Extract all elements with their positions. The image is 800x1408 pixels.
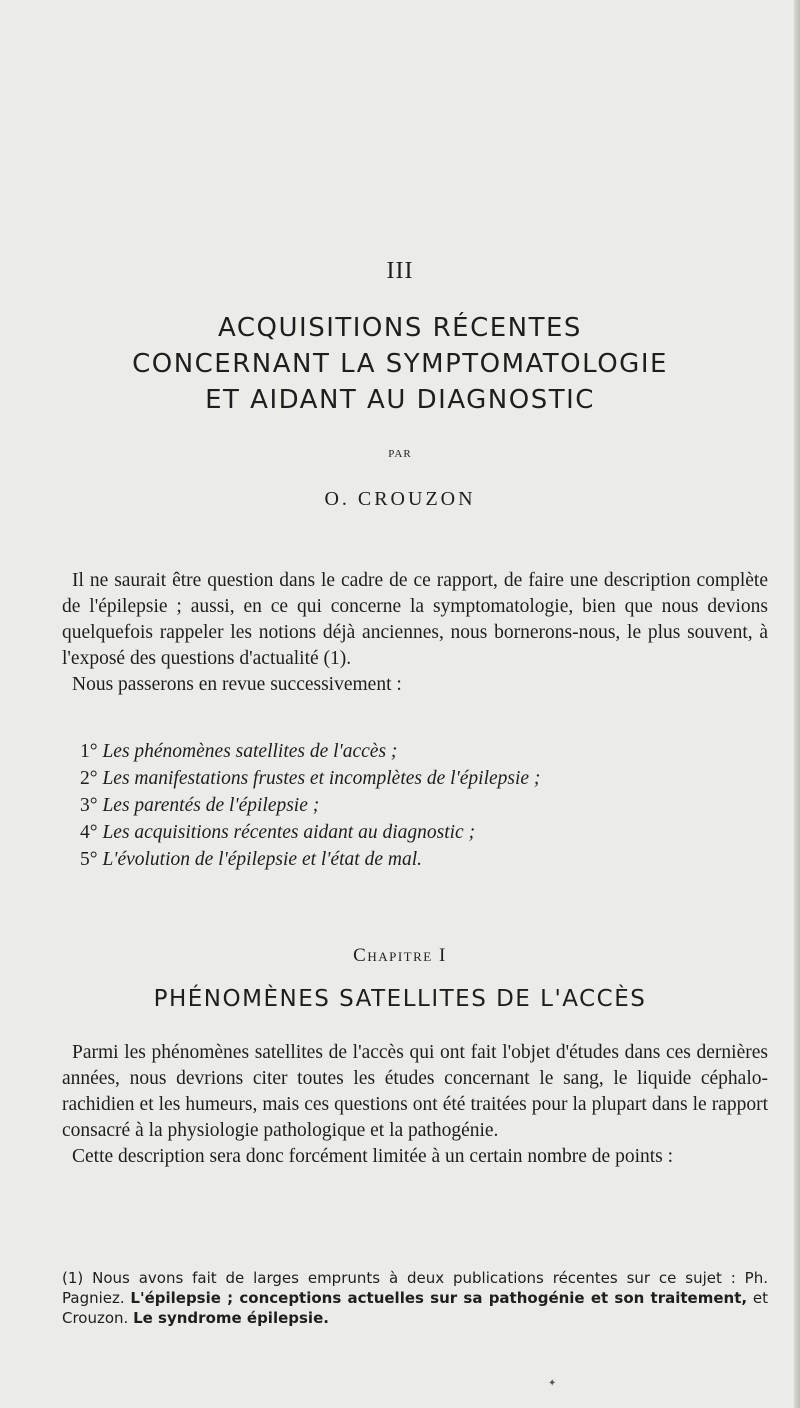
title-line-2: CONCERNANT LA SYMPTOMATOLOGIE — [132, 349, 668, 379]
list-item: 5° L'évolution de l'épilepsie et l'état de mal. — [80, 849, 422, 870]
list-item: 3° Les parentés de l'épilepsie ; — [80, 795, 320, 816]
footnote — [62, 1268, 768, 1328]
list-item: 4° Les acquisitions récentes aidant au diagnostic ; — [80, 822, 476, 843]
list-item: 2° Les manifestations frustes et incomplètes de l'épilepsie ; — [80, 768, 541, 789]
chapter-paragraph-2: Cette description sera donc forcément limitée à un certain nombre de points : — [72, 1146, 674, 1167]
intro-paragraph-1: Il ne saurait être question dans le cadre de ce rapport, de faire une description complète de l'épilepsie ; aussi, en ce qui concerne la symptomatologie, bien que nous devions quelquefois rappeler les notions déjà anciennes, nous bornerons-nous, le plus souvent, à l'exposé des questions d'actualité (1). — [62, 570, 768, 669]
chapter-label: Chapitre I — [353, 945, 447, 966]
byline-par: PAR — [388, 448, 412, 460]
chapter-title: PHÉNOMÈNES SATELLITES DE L'ACCÈS — [153, 986, 647, 1012]
chapter-body — [62, 1040, 768, 1170]
footnote-intro: (1) Nous avons fait de larges emprunts à deux publications récentes sur ce sujet : Ph. Pagniez. — [62, 1269, 768, 1307]
section-number: III — [386, 258, 414, 284]
article-title — [0, 310, 800, 418]
topics-list — [80, 738, 540, 873]
footnote-mid: et Crouzon. — [62, 1289, 768, 1327]
footnote-text — [62, 1268, 768, 1328]
footnote-title-1: L'épilepsie ; conceptions actuelles sur sa pathogénie et son traitement, — [130, 1289, 748, 1307]
page-edge — [794, 0, 800, 1408]
list-item: 1° Les phénomènes satellites de l'accès ; — [80, 741, 398, 762]
author-name: O. CROUZON — [324, 488, 476, 510]
page-mark: ✦ — [548, 1378, 557, 1389]
chapter-paragraph-1: Parmi les phénomènes satellites de l'accès qui ont fait l'objet d'études dans ces dernières années, nous devrions citer toutes les études concernant le sang, le liquide céphalo-rachidien et les humeurs, mais ces questions ont été traitées pour la plupart dans le rapport consacré à la physiologie pathologique et la pathogénie. — [62, 1042, 768, 1141]
footnote-title-2: Le syndrome épilepsie. — [133, 1309, 329, 1327]
intro-paragraph-2: Nous passerons en revue successivement : — [72, 674, 402, 695]
intro-section — [62, 568, 768, 698]
title-line-3: ET AIDANT AU DIAGNOSTIC — [205, 385, 595, 415]
title-line-1: ACQUISITIONS RÉCENTES — [218, 313, 582, 343]
